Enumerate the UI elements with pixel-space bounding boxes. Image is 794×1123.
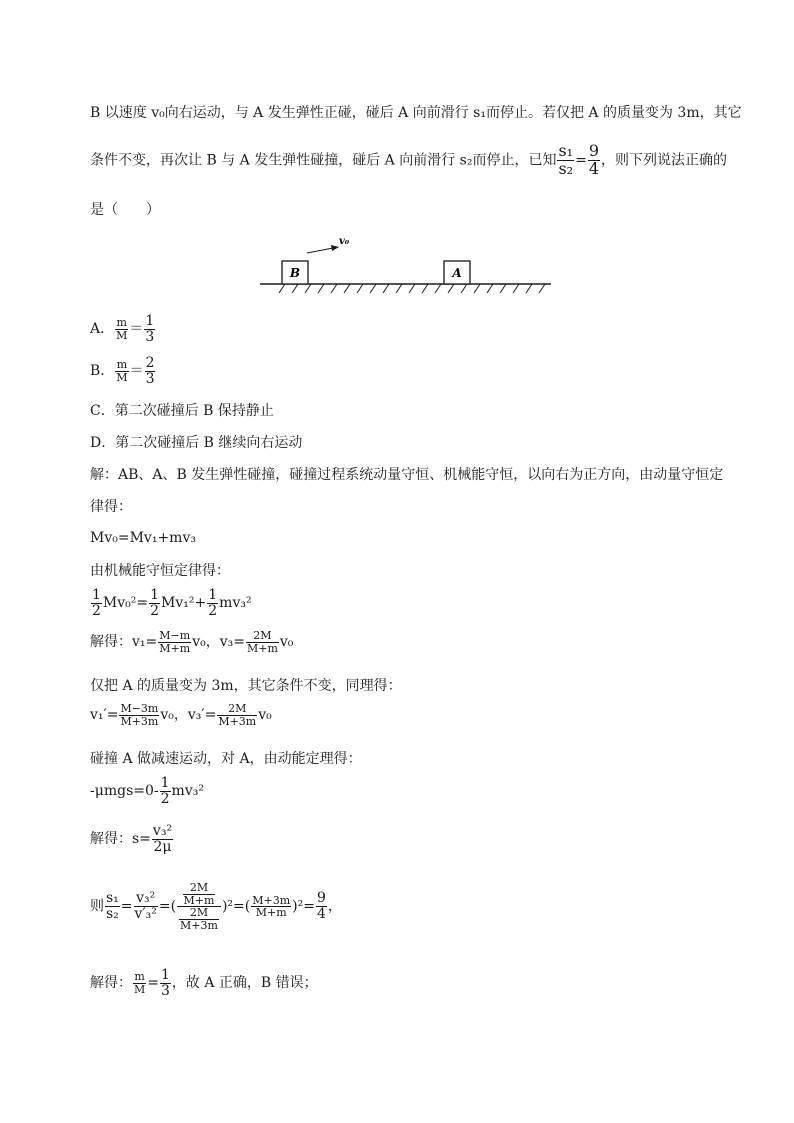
solution-intro: 解：AB、A、B 发生弹性碰撞，碰撞过程系统动量守恒、机械能守恒，以向右为正方向，由动量守恒定 — [90, 467, 724, 483]
energy-heading: 由机械能守恒定律得： — [90, 563, 230, 579]
ground-hatching — [279, 284, 545, 293]
ratio-value: $\frac{9}{4}$ — [588, 141, 600, 178]
velocity-solution-1: 解得：v₁= $\frac{M-m}{M+m}$ v₀，v₃= $\frac{2M}{M+m}$ v₀ — [90, 629, 294, 655]
mass-change-note: 仅把 A 的质量变为 3m，其它条件不变，同理得： — [90, 678, 402, 694]
final-answer: 解得： $\frac{m}{M}$ = $\frac{1}{3}$ ，故 A 正确，B 错误； — [90, 967, 318, 999]
momentum-equation: Mv₀=Mv₁+mv₃ — [90, 530, 196, 546]
distance-solution: 解得：s= $\frac{\text{v₃²}}{2\mu}$ — [90, 823, 173, 855]
problem-line-1: B 以速度 v₀向右运动，与 A 发生弹性正碰，碰后 A 向前滑行 s₁而停止。若仅把 A 的质量变为 3m，其它 — [90, 105, 742, 121]
option-a: A． $\frac{m}{M}$ ＝ $\frac{1}{3}$ — [90, 313, 155, 345]
block-b-label: B — [289, 266, 301, 280]
problem-line-2: 条件不变，再次让 B 与 A 发生弹性碰撞，碰后 A 向前滑行 s₂而停止，已知 $\frac{\text{s₁}}{\text{s₂}}$ = $\frac{9}{4}$ ，则下列说法正确的 — [90, 141, 728, 178]
velocity-solution-2: v₁′= $\frac{M-3m}{M+3m}$ v₀，v₃′= $\frac{2M}{M+3m}$ v₀ — [90, 702, 272, 728]
problem-line-2-text-b: ，则下列说法正确的 — [601, 152, 728, 169]
problem-line-2-text-a: 条件不变，再次让 B 与 A 发生弹性碰撞，碰后 A 向前滑行 s₂而停止，已知 — [90, 152, 557, 169]
option-c: C．第二次碰撞后 B 保持静止 — [90, 403, 274, 419]
option-b: B． $\frac{m}{M}$ ＝ $\frac{2}{3}$ — [90, 355, 155, 387]
option-d: D．第二次碰撞后 B 继续向右运动 — [90, 435, 303, 451]
energy-equation: $\frac{1}{2}$ Mv₀²= $\frac{1}{2}$ Mv₁²+ $\frac{1}{2}$ mv₃² — [92, 587, 252, 619]
velocity-label: v₀ — [339, 236, 350, 247]
work-energy-equation: -μmgs=0- $\frac{1}{2}$ mv₃² — [90, 775, 204, 807]
collision-figure — [255, 232, 555, 296]
work-energy-heading: 碰撞 A 做减速运动，对 A，由动能定理得： — [90, 751, 362, 767]
velocity-arrowhead — [331, 245, 339, 251]
distance-ratio-equation: 则 $\frac{\text{s₁}}{\text{s₂}}$ = $\frac{\text{v₃²}}{\text{v′₃²}}$ =( $\frac{\frac{2M}{M+m}}{\frac{2M}{M+3m}}$ )²=( $\frac{M+3m}{M+m}$ )²= $\frac{9}{4}$ ， — [90, 881, 342, 932]
block-a-label: A — [452, 266, 462, 280]
solution-intro-cont: 律得： — [90, 499, 132, 515]
ratio-s1-s2: $\frac{\text{s₁}}{\text{s₂}}$ — [558, 141, 574, 178]
problem-line-3: 是（ ） — [90, 202, 160, 218]
velocity-arrow — [307, 248, 333, 253]
